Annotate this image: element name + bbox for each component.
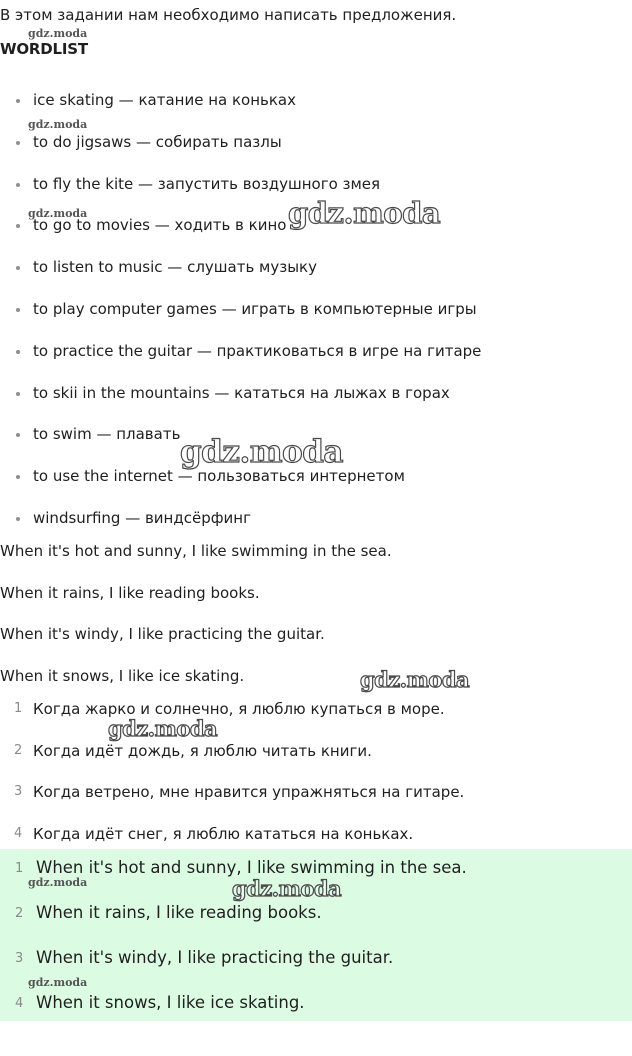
sentence: When it snows, I like ice skating. [0, 666, 245, 685]
sentence: When it rains, I like reading books. [0, 583, 260, 602]
wordlist-item: to go to movies — ходить в кино [0, 214, 481, 256]
watermark-large: gdz.moda [180, 434, 343, 470]
watermark-medium: gdz.moda [108, 716, 218, 741]
wordlist-item: to fly the kite — запустить воздушного змея [0, 173, 481, 215]
answer-text: When it's hot and sunny, I like swimming in the sea. [36, 858, 467, 877]
wordlist-item: to swim — плавать [0, 423, 481, 465]
translation-list [0, 698, 464, 864]
watermark-medium: gdz.moda [360, 667, 470, 692]
answer-text: When it rains, I like reading books. [36, 903, 322, 922]
wordlist-item: to do jigsaws — собирать пазлы [0, 131, 481, 173]
intro-text: В этом задании нам необходимо написать предложения. [0, 6, 457, 24]
wordlist-item: to listen to music — слушать музыку [0, 256, 481, 298]
watermark-small: gdz.moda [28, 976, 88, 989]
wordlist-heading: WORDLIST [0, 40, 88, 58]
translation-item [0, 740, 464, 782]
item-number: 3 [15, 951, 24, 966]
answer-item [0, 991, 467, 1036]
watermark-large: gdz.moda [288, 196, 441, 230]
watermark-small: gdz.moda [28, 118, 88, 131]
wordlist-item: to skii in the mountains — кататься на лыжах в горах [0, 382, 481, 424]
wordlist-item: windsurfing — виндсёрфинг [0, 507, 481, 549]
item-number: 2 [14, 742, 23, 758]
sentence: When it's windy, I like practicing the guitar. [0, 625, 325, 644]
item-number: 1 [15, 861, 24, 876]
watermark-medium: gdz.moda [232, 876, 342, 901]
example-sentences [0, 540, 392, 706]
item-number: 2 [15, 906, 24, 921]
answer-item [0, 901, 467, 946]
translation-text: Когда жарко и солнечно, я люблю купаться в море. [33, 700, 445, 718]
watermark-small: gdz.moda [28, 876, 88, 889]
item-number: 3 [14, 784, 23, 800]
answer-text: When it's windy, I like practicing the guitar. [36, 948, 394, 967]
item-number: 1 [14, 701, 23, 716]
watermark-small: gdz.moda [28, 207, 88, 220]
wordlist [0, 89, 481, 549]
translation-text: Когда идёт снег, я люблю кататься на коньках. [33, 824, 414, 843]
translation-item [0, 698, 464, 740]
item-number: 4 [14, 825, 23, 841]
translation-item [0, 781, 464, 823]
item-number: 4 [15, 996, 24, 1011]
answer-text: When it snows, I like ice skating. [36, 993, 305, 1012]
translation-text: Когда ветрено, мне нравится упражняться на гитаре. [33, 783, 465, 802]
wordlist-item: to practice the guitar — практиковаться в игре на гитаре [0, 340, 481, 382]
wordlist-item: to use the internet — пользоваться интернетом [0, 465, 481, 507]
translation-text: Когда идёт дождь, я люблю читать книги. [33, 741, 372, 760]
wordlist-item: ice skating — катание на коньках [0, 89, 481, 131]
sentence: When it's hot and sunny, I like swimming in the sea. [0, 542, 392, 560]
watermark-small: gdz.moda [28, 27, 88, 40]
wordlist-item: to play computer games — играть в компьютерные игры [0, 298, 481, 340]
